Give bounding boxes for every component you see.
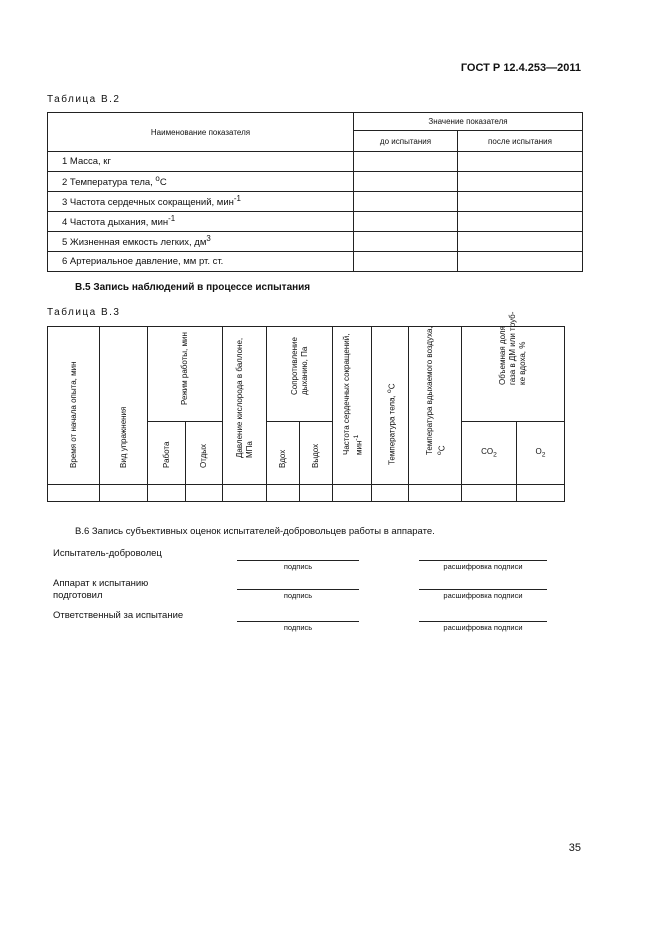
table-b3-col-exhale: Выдох (300, 422, 333, 485)
table-row (48, 232, 583, 252)
sig-label-apparatus: Аппарат к испытанию подготовил (53, 578, 149, 601)
table-b3-col-gas: Объемная доля газа в ДМ или труб- ке вдоха, % (462, 327, 565, 422)
table-b2-row-label: 3 Частота сердечных сокращений, мин$^{-1}$ (48, 192, 354, 212)
table-row (48, 252, 583, 272)
sig-caption: подпись (283, 623, 313, 632)
sig-caption: подпись (283, 562, 313, 571)
table-b3-caption: Таблица В.3 (47, 307, 121, 318)
sig-decode-caption: расшифровка подписи (443, 562, 523, 571)
section-b5-title: В.5 Запись наблюдений в процессе испытания (75, 282, 311, 293)
table-b3-col-heart-rate: Частота сердечных сокращений, мин$^{-1}$ (333, 327, 372, 485)
table-b3-col-co2: $CO_2$ (462, 422, 517, 485)
table-b2-caption: Таблица В.2 (47, 94, 121, 105)
sig-line (237, 621, 359, 622)
table-b3-col-air-temp: Температура вдыхаемого воздуха, $^о$С (409, 327, 462, 485)
table-b2-row-label: 4 Частота дыхания, мин$^{-1}$ (48, 212, 354, 232)
table-b3-col-body-temp: Температура тела, $^о$С (372, 327, 409, 485)
table-b3-col-work: Работа (148, 422, 186, 485)
table-b3-col-inhale: Вдох (267, 422, 300, 485)
table-b3-col-time: Время от начала опыта, мин (48, 327, 100, 485)
sig-decode-caption: расшифровка подписи (443, 623, 523, 632)
table-b2-col-before: до испытания (354, 131, 458, 152)
sig-label-volunteer: Испытатель-доброволец (53, 548, 162, 559)
table-b2-row-label: 1 Масса, кг (48, 152, 354, 172)
sig-line (419, 560, 547, 561)
table-row (48, 152, 583, 172)
table-row (48, 485, 565, 502)
table-b3-col-resist: Сопротивление дыханию, Па (267, 327, 333, 422)
sig-line (419, 589, 547, 590)
sig-line (419, 621, 547, 622)
table-b2-col-value: Значение показателя (354, 113, 583, 131)
table-b2-row-label: 5 Жизненная емкость легких, $дм^3$ (48, 232, 354, 252)
table-b2-col-name: Наименование показателя (48, 113, 354, 152)
table-b2-row-label: 6 Артериальное давление, мм рт. ст. (48, 252, 354, 272)
page-number: 35 (568, 842, 581, 854)
sig-label-responsible: Ответственный за испытание (53, 610, 184, 621)
sig-line (237, 589, 359, 590)
section-b6-title: В.6 Запись субъективных оценок испытателей-добровольцев работы в аппарате. (75, 526, 435, 537)
table-b2 (47, 112, 583, 272)
sig-caption: подпись (283, 591, 313, 600)
table-b3-col-mode: Режим работы, мин (148, 327, 223, 422)
table-b3-col-pressure: Давление кислорода в баллоне, МПа (223, 327, 267, 485)
document-header: ГОСТ Р 12.4.253—2011 (460, 62, 581, 74)
sig-decode-caption: расшифровка подписи (443, 591, 523, 600)
table-b3-col-rest: Отдых (186, 422, 223, 485)
table-b2-col-after: после испытания (458, 131, 583, 152)
sig-line (237, 560, 359, 561)
table-b2-row-label: 2 Температура тела, $^о$С (48, 172, 354, 192)
table-row (48, 212, 583, 232)
table-b3-col-o2: $O_2$ (517, 422, 565, 485)
table-b3-col-exercise: Вид упражнения (100, 327, 148, 485)
table-row (48, 172, 583, 192)
table-row (48, 192, 583, 212)
